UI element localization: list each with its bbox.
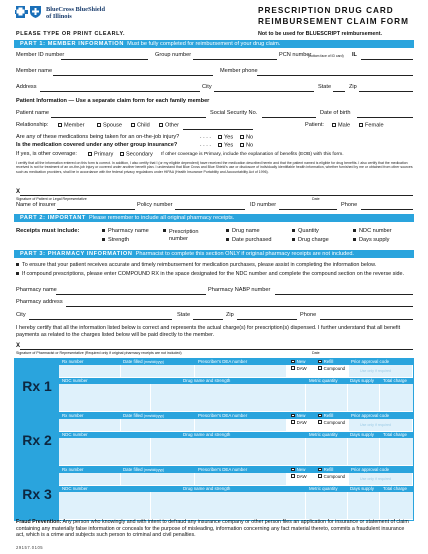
question-2-dots: . . . . xyxy=(200,142,211,148)
rx-number-field[interactable] xyxy=(59,419,121,432)
checkbox[interactable] xyxy=(291,360,295,364)
daw-checkbox-option[interactable] xyxy=(291,475,307,479)
fraud-label: Fraud Prevention: xyxy=(16,519,62,525)
option-label: DAW xyxy=(296,419,307,425)
date-filled-header: Date filled (mm/dd/yyyy) xyxy=(123,413,165,418)
checkbox[interactable] xyxy=(318,360,322,364)
receipt-item xyxy=(102,229,149,235)
refill-checkbox-option[interactable] xyxy=(318,414,333,418)
relationship-label: Relationship: xyxy=(16,122,49,128)
city-field[interactable] xyxy=(214,91,314,92)
checkbox[interactable] xyxy=(318,474,322,478)
bullet-icon xyxy=(353,238,356,241)
zip-label: Zip xyxy=(349,84,357,90)
relationship-other-option[interactable] xyxy=(159,123,179,129)
pcn-note: (bottom face of ID card) xyxy=(308,53,344,58)
signature-x: X xyxy=(16,189,21,195)
drug-header: Drug name and strength xyxy=(183,486,231,491)
coverage-secondary-option[interactable] xyxy=(120,152,153,158)
form-title-1: PRESCRIPTION DRUG CARD xyxy=(258,6,394,15)
pharmacy-address-label: Pharmacy address xyxy=(16,299,63,305)
relationship-child-option[interactable] xyxy=(131,123,150,129)
receipt-item-label: Prescription number xyxy=(169,229,199,243)
checkbox[interactable] xyxy=(58,123,62,127)
days-supply-field[interactable] xyxy=(348,438,380,466)
date-filled-header: Date filled (mm/dd/yyyy) xyxy=(123,467,165,472)
insurer-label: Name of insurer xyxy=(16,202,56,208)
bullet-text: To ensure that your patient receives accurate and timely reimbursement for medication purchases, please assist in completing the information below. xyxy=(22,262,377,268)
relationship-spouse-option[interactable] xyxy=(97,123,122,129)
date-filled-field[interactable] xyxy=(121,473,195,486)
receipt-item-label: Drug charge xyxy=(298,237,329,243)
option-label: New xyxy=(296,467,306,472)
days-supply-header: Days supply xyxy=(350,486,374,491)
insurer-phone-field[interactable] xyxy=(361,209,413,210)
option-label: No xyxy=(246,134,254,141)
receipt-item-label: Pharmacy name xyxy=(108,228,149,234)
logo xyxy=(14,5,44,18)
group-number-label: Group number xyxy=(155,52,192,58)
pharmacy-name-field[interactable] xyxy=(56,294,206,295)
patient-name-label: Patient name xyxy=(16,110,49,116)
checkbox[interactable] xyxy=(88,152,92,156)
option-label: Refill xyxy=(323,413,334,418)
option-label: DAW xyxy=(296,365,307,371)
member-phone-label: Member phone xyxy=(220,68,258,74)
checkbox[interactable] xyxy=(120,152,124,156)
member-phone-field[interactable] xyxy=(257,75,413,76)
compound-checkbox-option[interactable] xyxy=(318,421,345,425)
part3-bar xyxy=(14,250,414,258)
pharmacy-nabp-field[interactable] xyxy=(275,294,413,295)
checkbox[interactable] xyxy=(240,143,244,147)
receipt-item xyxy=(353,238,389,244)
rx-block xyxy=(14,466,414,521)
not-used-note: Not to be used for BLUESCRIPT reimbursement. xyxy=(258,31,382,37)
city-label: City xyxy=(202,84,212,90)
brand-name: BlueCross BlueShield xyxy=(46,6,106,13)
signature-label: Signature of Patient or Legal Representative xyxy=(16,196,87,201)
dea-header: Prescriber's DEA number xyxy=(198,467,248,472)
refill-checkbox-option[interactable] xyxy=(318,360,333,364)
bullet-icon xyxy=(226,229,229,232)
policy-number-field[interactable] xyxy=(175,209,245,210)
total-charge-field[interactable] xyxy=(380,384,413,412)
form-number: 29157.0105 xyxy=(16,545,44,550)
question-other-insurance: Is the medication covered under any other group insurance? xyxy=(16,142,178,148)
checkbox[interactable] xyxy=(291,468,295,472)
receipt-item xyxy=(353,229,392,235)
pharmacy-city-label: City xyxy=(16,312,26,318)
days-supply-header: Days supply xyxy=(350,378,374,383)
receipt-item-label: Drug name xyxy=(232,228,260,234)
option-label: Compound xyxy=(323,473,346,479)
total-charge-header: Total charge xyxy=(383,378,407,383)
checkbox[interactable] xyxy=(318,366,322,370)
part1-text: Must be fully completed for reimbursement of your drug claim. xyxy=(127,41,281,47)
rx-number-header: Rx number xyxy=(62,467,84,472)
receipt-item-label: Date purchased xyxy=(232,237,272,243)
checkbox[interactable] xyxy=(97,123,101,127)
please-type-note: PLEASE TYPE OR PRINT CLEARLY. xyxy=(16,31,126,37)
prior-approval-header: Prior approval code xyxy=(351,413,390,418)
checkbox[interactable] xyxy=(291,366,295,370)
quantity-field[interactable] xyxy=(306,384,348,412)
address-field[interactable] xyxy=(40,91,200,92)
option-label: Primary xyxy=(94,151,114,158)
pharmacy-zip-label: Zip xyxy=(226,312,234,318)
quantity-field[interactable] xyxy=(306,492,348,520)
pharmacy-phone-field[interactable] xyxy=(320,319,413,320)
part2-bar xyxy=(14,214,414,222)
question-coverage-type: If yes, is other coverage: xyxy=(16,151,77,157)
compound-checkbox-option[interactable] xyxy=(318,475,345,479)
insurer-phone-label: Phone xyxy=(341,202,358,208)
option-label: Refill xyxy=(323,359,334,364)
refill-checkbox-option[interactable] xyxy=(318,468,333,472)
checkbox[interactable] xyxy=(332,123,336,127)
drug-header: Drug name and strength xyxy=(183,378,231,383)
option-label: Female xyxy=(365,122,384,129)
new-checkbox-option[interactable] xyxy=(291,414,305,418)
part3-label: PART 3: PHARMACY INFORMATION xyxy=(20,251,133,257)
member-name-field[interactable] xyxy=(53,75,213,76)
bullet-icon xyxy=(226,238,229,241)
ndc-header: NDC number xyxy=(62,486,88,491)
pharmacy-zip-field[interactable] xyxy=(237,319,297,320)
form-title-2: REIMBURSEMENT CLAIM FORM xyxy=(258,17,409,26)
group-number-field[interactable] xyxy=(193,59,277,60)
days-supply-field[interactable] xyxy=(348,492,380,520)
checkbox[interactable] xyxy=(291,474,295,478)
pharmacy-nabp-label: Pharmacy NABP number xyxy=(208,287,271,293)
receipts-label: Receipts must include: xyxy=(16,228,80,234)
option-label: No xyxy=(246,142,254,149)
relationship-other-field[interactable] xyxy=(183,129,253,130)
pharmacist-signature-date-label: Date xyxy=(312,350,320,355)
prior-approval-header: Prior approval code xyxy=(351,467,390,472)
pharmacy-phone-label: Phone xyxy=(300,312,317,318)
q1-no-option[interactable] xyxy=(240,135,253,141)
receipt-item xyxy=(226,229,260,235)
rx-block-label: Rx 3 xyxy=(15,467,59,520)
certification-text: I certify that all the information entered on this form is correct. In addition, I also certify that I (or my eligible dependent) have received the medication described herein and that the patient named is eligible for drug benefits. I also certify that the medication received is not for treatment of an on-the-job injury or covered under another benefit plan. I understand that Blue Cross and Blue Shield's use or disclosure of individually identifiable health information, whether furnished by me or obtained from other sources such as medication providers, shall be in accordance with the federal privacy regulations under HIPAA (Health Insurance Portability and Accountability Act of 1996). xyxy=(16,161,413,174)
rx-block-label: Rx 2 xyxy=(15,413,59,466)
bullet-icon xyxy=(16,272,19,275)
patient-name-field[interactable] xyxy=(51,117,206,118)
new-checkbox-option[interactable] xyxy=(291,468,305,472)
bullet-icon xyxy=(16,263,19,266)
policy-number-label: Policy number xyxy=(137,202,173,208)
total-charge-header: Total charge xyxy=(383,432,407,437)
ndc-field[interactable] xyxy=(59,384,151,412)
total-charge-header: Total charge xyxy=(383,486,407,491)
checkbox[interactable] xyxy=(359,123,363,127)
insurer-field[interactable] xyxy=(57,209,135,210)
quantity-header: Metric quantity xyxy=(309,432,338,437)
days-supply-field[interactable] xyxy=(348,384,380,412)
bullet-icon xyxy=(292,229,295,232)
option-label: Refill xyxy=(323,467,334,472)
member-id-field[interactable] xyxy=(61,59,148,60)
pharmacy-state-label: State xyxy=(177,312,191,318)
daw-checkbox-option[interactable] xyxy=(291,421,307,425)
pcn-value: IL xyxy=(352,52,357,58)
checkbox[interactable] xyxy=(318,420,322,424)
part2-text: Please remember to include all original pharmacy receipts. xyxy=(89,215,235,221)
sex-male-option[interactable] xyxy=(332,123,350,129)
prior-approval-hint: Use only if required xyxy=(360,423,391,427)
bullet-text: If compound prescriptions, please enter COMPOUND RX in the space designated for the NDC number and complete the compound section on the reverse side. xyxy=(22,271,405,277)
dob-field[interactable] xyxy=(357,117,413,118)
rx-block xyxy=(14,412,414,467)
state-label: State xyxy=(318,84,332,90)
patient-sex-label: Patient: xyxy=(305,122,324,128)
option-label: Child xyxy=(137,122,150,129)
member-id-label: Member ID number xyxy=(16,52,65,58)
pharmacy-state-field[interactable] xyxy=(193,319,223,320)
state-field[interactable] xyxy=(333,91,345,92)
quantity-field[interactable] xyxy=(306,438,348,466)
sex-female-option[interactable] xyxy=(359,123,384,129)
pharmacist-signature-field[interactable] xyxy=(20,349,310,350)
pharmacist-signature-label: Signature of Pharmacist or Representative (Required only if original pharmacy receipts are not included) xyxy=(16,350,182,355)
member-name-label: Member name xyxy=(16,68,53,74)
option-label: Secondary xyxy=(126,151,153,158)
new-checkbox-option[interactable] xyxy=(291,360,305,364)
ndc-header: NDC number xyxy=(62,378,88,383)
q2-yes-option[interactable] xyxy=(218,143,233,149)
rx-number-header: Rx number xyxy=(62,359,84,364)
pharmacist-signature-x: X xyxy=(16,343,21,349)
receipt-item xyxy=(226,238,272,244)
option-label: Spouse xyxy=(103,122,122,129)
prior-approval-header: Prior approval code xyxy=(351,359,390,364)
coverage-primary-option[interactable] xyxy=(88,152,113,158)
option-label: Yes xyxy=(224,142,234,149)
receipt-item-label: Strength xyxy=(108,237,130,243)
dea-field[interactable] xyxy=(195,419,287,432)
ssn-label: Social Security No. xyxy=(210,110,258,116)
bullet-icon xyxy=(102,229,105,232)
address-label: Address xyxy=(16,84,37,90)
date-format-hint: (mm/dd/yyyy) xyxy=(143,360,165,364)
drug-field[interactable] xyxy=(151,438,306,466)
ndc-field[interactable] xyxy=(59,438,151,466)
rx-number-field[interactable] xyxy=(59,365,121,378)
pcn-field[interactable] xyxy=(361,59,413,60)
option-label: Compound xyxy=(323,419,346,425)
part1-label: PART 1: MEMBER INFORMATION xyxy=(20,41,124,47)
checkbox[interactable] xyxy=(218,143,222,147)
option-label: Yes xyxy=(224,134,234,141)
part2-label: PART 2: IMPORTANT xyxy=(20,215,86,221)
total-charge-field[interactable] xyxy=(380,492,413,520)
prior-approval-hint: Use only if required xyxy=(360,369,391,373)
checkbox[interactable] xyxy=(218,135,222,139)
option-label: New xyxy=(296,413,306,418)
option-label: Male xyxy=(338,122,351,129)
receipt-item xyxy=(292,238,329,244)
compound-checkbox-option[interactable] xyxy=(318,367,345,371)
dea-field[interactable] xyxy=(195,365,287,378)
checkbox[interactable] xyxy=(131,123,135,127)
dea-header: Prescriber's DEA number xyxy=(198,413,248,418)
question-on-job-injury: Are any of these medications being taken for an on-the-job injury? xyxy=(16,134,180,140)
quantity-header: Metric quantity xyxy=(309,378,338,383)
fraud-text: Any person who knowingly and with intent to defraud any insurance company or other person files an application for insurance or statement of claim containing any materially false information or conceals for the purpose of misleading, information concerning any fact material thereto, commits a fraudulent insurance act, which is a crime and subjects such person to criminal and civil penalties. xyxy=(16,519,409,539)
drug-field[interactable] xyxy=(151,492,306,520)
option-label: Compound xyxy=(323,365,346,371)
pharmacy-address-field[interactable] xyxy=(66,306,413,307)
receipt-item xyxy=(163,229,203,244)
date-filled-header: Date filled (mm/dd/yyyy) xyxy=(123,359,165,364)
q2-no-option[interactable] xyxy=(240,143,253,149)
pharmacy-city-field[interactable] xyxy=(29,319,172,320)
rx-block xyxy=(14,358,414,413)
total-charge-field[interactable] xyxy=(380,438,413,466)
days-supply-header: Days supply xyxy=(350,432,374,437)
dob-label: Date of birth xyxy=(320,110,351,116)
receipt-item-label: Quantity xyxy=(298,228,319,234)
dea-header: Prescriber's DEA number xyxy=(198,359,248,364)
date-format-hint: (mm/dd/yyyy) xyxy=(143,414,165,418)
daw-checkbox-option[interactable] xyxy=(291,367,307,371)
bullet-icon xyxy=(102,238,105,241)
date-filled-field[interactable] xyxy=(121,419,195,432)
relationship-member-option[interactable] xyxy=(58,123,85,129)
bullet-icon xyxy=(292,238,295,241)
option-label: Other xyxy=(165,122,179,129)
pharmacy-bullet xyxy=(16,271,413,278)
bullet-icon xyxy=(163,229,166,232)
patient-info-header: Patient Information — Use a separate claim form for each family member xyxy=(16,98,210,104)
option-label: Member xyxy=(64,122,85,129)
receipt-item-label: NDC number xyxy=(359,228,392,234)
ndc-field[interactable] xyxy=(59,492,151,520)
checkbox[interactable] xyxy=(291,420,295,424)
checkbox[interactable] xyxy=(291,414,295,418)
receipt-item-label: Days supply xyxy=(359,237,390,243)
rx-number-header: Rx number xyxy=(62,413,84,418)
pharmacist-signature-date-field[interactable] xyxy=(310,349,413,350)
pharmacist-certification-text: I hereby certify that all the information listed below is correct and represents the actual charge(s) for prescription(s) dispensed. I further understand that all benefit payments as related to the charges listed below will be paid directly to the member. xyxy=(16,325,401,338)
fraud-prevention xyxy=(16,519,413,539)
part3-text: Pharmacist to complete this section ONLY if original pharmacy receipts are not included. xyxy=(135,251,354,257)
rx-block-label: Rx 1 xyxy=(15,359,59,412)
date-format-hint: (mm/dd/yyyy) xyxy=(143,468,165,472)
question-1-dots: . . . . xyxy=(200,134,211,140)
zip-field[interactable] xyxy=(359,91,413,92)
pharmacy-bullet xyxy=(16,263,376,268)
option-label: DAW xyxy=(296,473,307,479)
id-number-field[interactable] xyxy=(279,209,337,210)
prior-approval-hint: Use only if required xyxy=(360,477,391,481)
date-filled-field[interactable] xyxy=(121,365,195,378)
signature-date-label: Date xyxy=(312,196,320,201)
q1-yes-option[interactable] xyxy=(218,135,233,141)
pharmacy-name-label: Pharmacy name xyxy=(16,287,57,293)
option-label: New xyxy=(296,359,306,364)
part1-bar xyxy=(14,40,414,48)
bullet-icon xyxy=(353,229,356,232)
rx-number-field[interactable] xyxy=(59,473,121,486)
receipt-item xyxy=(292,229,319,235)
patient-signature-date-field[interactable] xyxy=(310,195,413,196)
checkbox[interactable] xyxy=(159,123,163,127)
dea-field[interactable] xyxy=(195,473,287,486)
ssn-field[interactable] xyxy=(262,117,316,118)
checkbox[interactable] xyxy=(318,414,322,418)
ndc-header: NDC number xyxy=(62,432,88,437)
checkbox[interactable] xyxy=(240,135,244,139)
brand-region: of Illinois xyxy=(46,13,72,20)
patient-signature-field[interactable] xyxy=(20,195,310,196)
quantity-header: Metric quantity xyxy=(309,486,338,491)
drug-header: Drug name and strength xyxy=(183,432,231,437)
id-number-label: ID number xyxy=(250,202,277,208)
coverage-note: If other coverage is Primary, include the explanation of benefits (EOB) with this form. xyxy=(161,151,344,157)
drug-field[interactable] xyxy=(151,384,306,412)
checkbox[interactable] xyxy=(318,468,322,472)
receipt-item xyxy=(102,238,129,244)
pcn-label: PCN number xyxy=(279,52,312,58)
